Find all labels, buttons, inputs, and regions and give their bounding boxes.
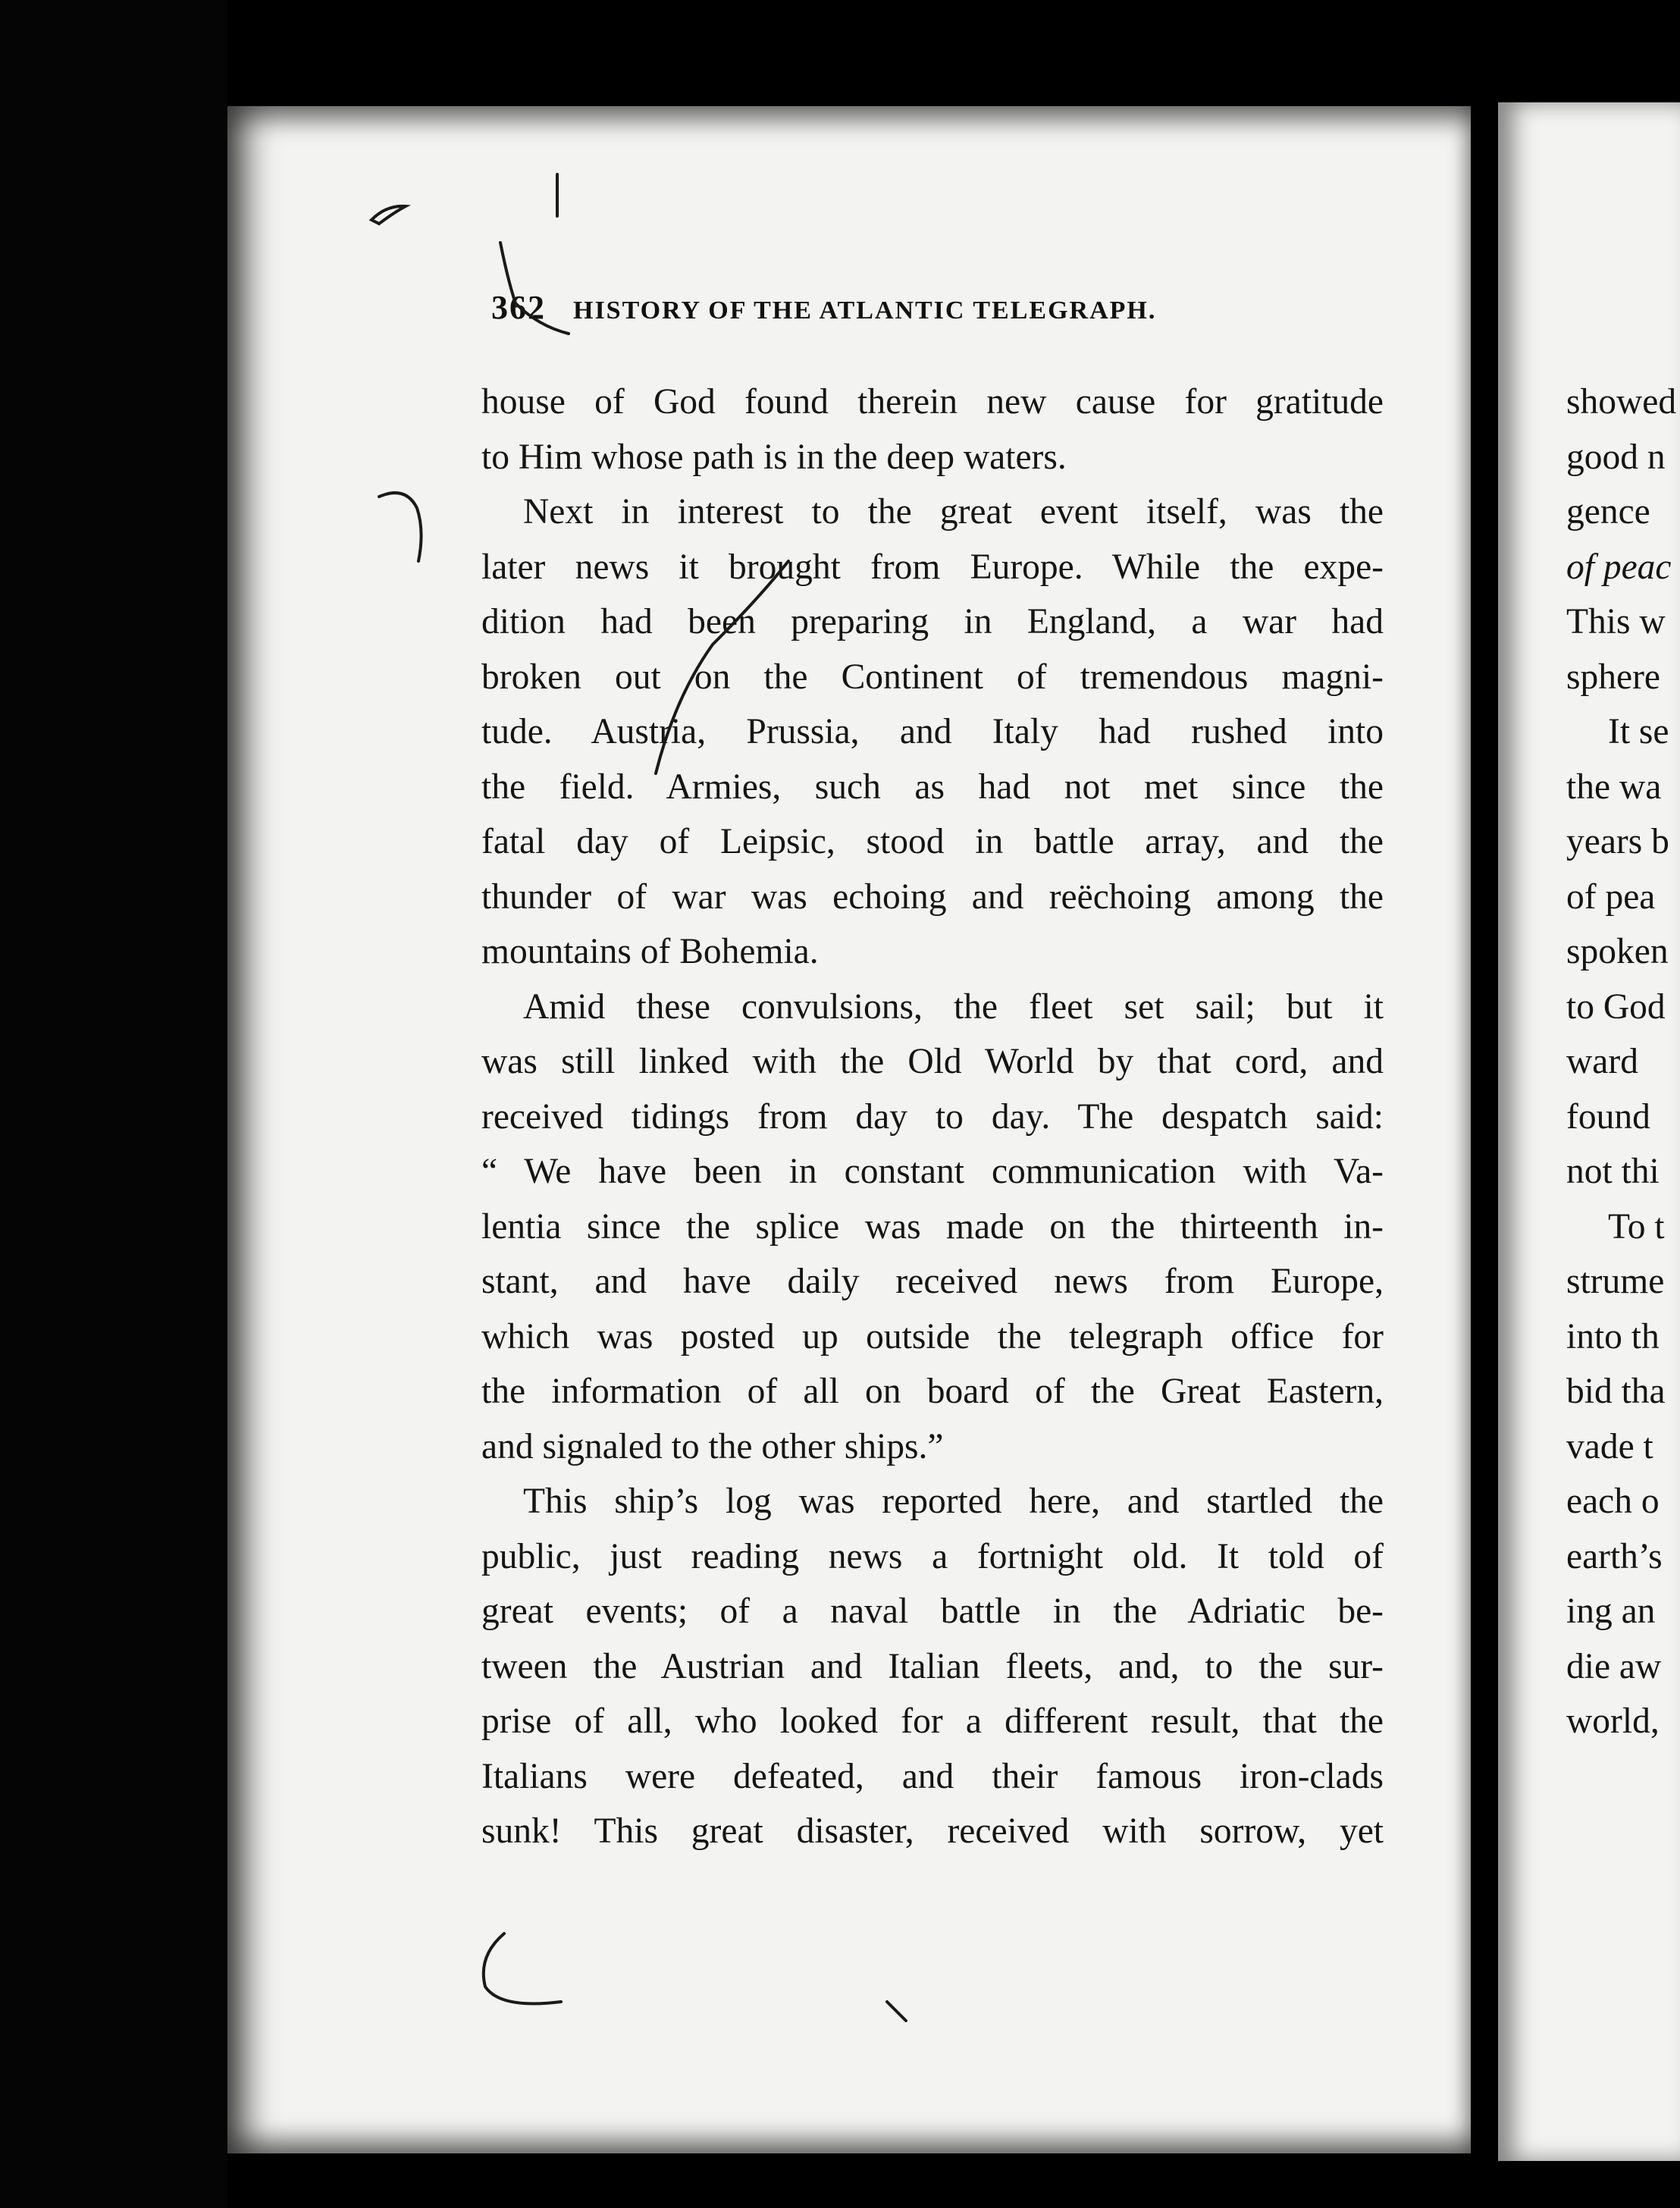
text-line: sunk! This great disaster, received with sorrow, yet — [481, 1811, 1384, 1851]
hair-mark — [546, 171, 569, 224]
pen-stroke-mark — [644, 554, 796, 781]
text-line: found — [1566, 1096, 1650, 1137]
text-line: Italians were defeated, and their famous iron-clads — [481, 1756, 1384, 1796]
book-gutter — [1471, 91, 1498, 2184]
text-line: stant, and have daily received news from Europe, — [481, 1262, 1384, 1301]
text-line: sphere — [1566, 657, 1660, 697]
text-line: years b — [1566, 822, 1669, 861]
text-line: tween the Austrian and Italian fleets, and, to the sur- — [481, 1646, 1384, 1686]
text-line: world, — [1566, 1701, 1660, 1741]
text-line: the field. Armies, such as had not met since the — [481, 767, 1384, 807]
text-line: of peac — [1566, 547, 1672, 587]
text-line: and signaled to the other ships.” — [481, 1426, 944, 1466]
text-line: later news it brought from Europe. While the expe- — [481, 547, 1384, 587]
text-line: die aw — [1566, 1646, 1662, 1686]
text-line: To t — [1608, 1206, 1665, 1247]
text-line: the wa — [1566, 767, 1662, 807]
text-line: thunder of war was echoing and reëchoing among the — [481, 877, 1384, 917]
text-line: dition had been preparing in England, a war had — [481, 602, 1384, 641]
ink-blot-mark — [364, 190, 425, 235]
text-line: It se — [1608, 712, 1669, 751]
hair-mark — [371, 485, 440, 576]
text-line: into th — [1566, 1316, 1660, 1356]
text-line: to God — [1566, 986, 1666, 1027]
text-line: vade t — [1566, 1426, 1653, 1466]
text-line: was still linked with the Old World by that cord, and — [481, 1042, 1384, 1081]
text-line: Next in interest to the great event itself, was the — [523, 492, 1384, 532]
text-line: Amid these convulsions, the fleet set sail; but it — [523, 986, 1384, 1027]
text-line: broken out on the Continent of tremendous magni- — [481, 657, 1384, 697]
right-page-body — [1566, 375, 1680, 1749]
text-line: spoken — [1566, 932, 1669, 971]
page-number: 362 — [491, 289, 546, 326]
text-line: to Him whose path is in the deep waters. — [481, 437, 1067, 477]
text-line: gence — [1566, 492, 1650, 532]
speck-mark — [879, 1994, 917, 2032]
text-line: not thi — [1566, 1152, 1660, 1191]
text-line: fatal day of Leipsic, stood in battle array, and the — [481, 822, 1384, 861]
text-line: of pea — [1566, 877, 1656, 917]
text-line: mountains of Bohemia. — [481, 932, 819, 971]
text-line: This w — [1566, 602, 1666, 641]
running-header — [491, 288, 1295, 327]
text-line: good n — [1566, 437, 1666, 477]
text-line: great events; of a naval battle in the Adriatic be- — [481, 1592, 1384, 1631]
text-line: received tidings from day to day. The despatch said: — [481, 1096, 1384, 1137]
hair-mark — [470, 1926, 576, 2017]
text-line: prise of all, who looked for a different result, that the — [481, 1701, 1384, 1741]
left-page-body — [481, 375, 1384, 1859]
text-line: “ We have been in constant communication with Va- — [481, 1152, 1384, 1191]
text-line: tude. Austria, Prussia, and Italy had rushed into — [481, 712, 1384, 751]
text-line: house of God found therein new cause for gratitude — [481, 382, 1384, 422]
text-line: This ship’s log was reported here, and startled the — [523, 1482, 1384, 1521]
text-line: the information of all on board of the Great Eastern, — [481, 1372, 1384, 1411]
text-line: ward — [1566, 1042, 1638, 1081]
text-line: each o — [1566, 1482, 1660, 1521]
running-head-title: HISTORY OF THE ATLANTIC TELEGRAPH. — [573, 296, 1157, 325]
hair-mark — [493, 235, 576, 341]
text-line: public, just reading news a fortnight old. It told of — [481, 1536, 1384, 1576]
text-line: ing an — [1566, 1592, 1656, 1631]
text-line: earth’s — [1566, 1536, 1663, 1576]
text-line: strume — [1566, 1262, 1665, 1301]
scan-left-margin — [0, 0, 227, 2208]
text-line: bid tha — [1566, 1372, 1666, 1411]
text-line: lentia since the splice was made on the thirteenth in- — [481, 1206, 1384, 1247]
text-line: which was posted up outside the telegraph office for — [481, 1316, 1384, 1356]
text-line: showed — [1566, 382, 1677, 422]
